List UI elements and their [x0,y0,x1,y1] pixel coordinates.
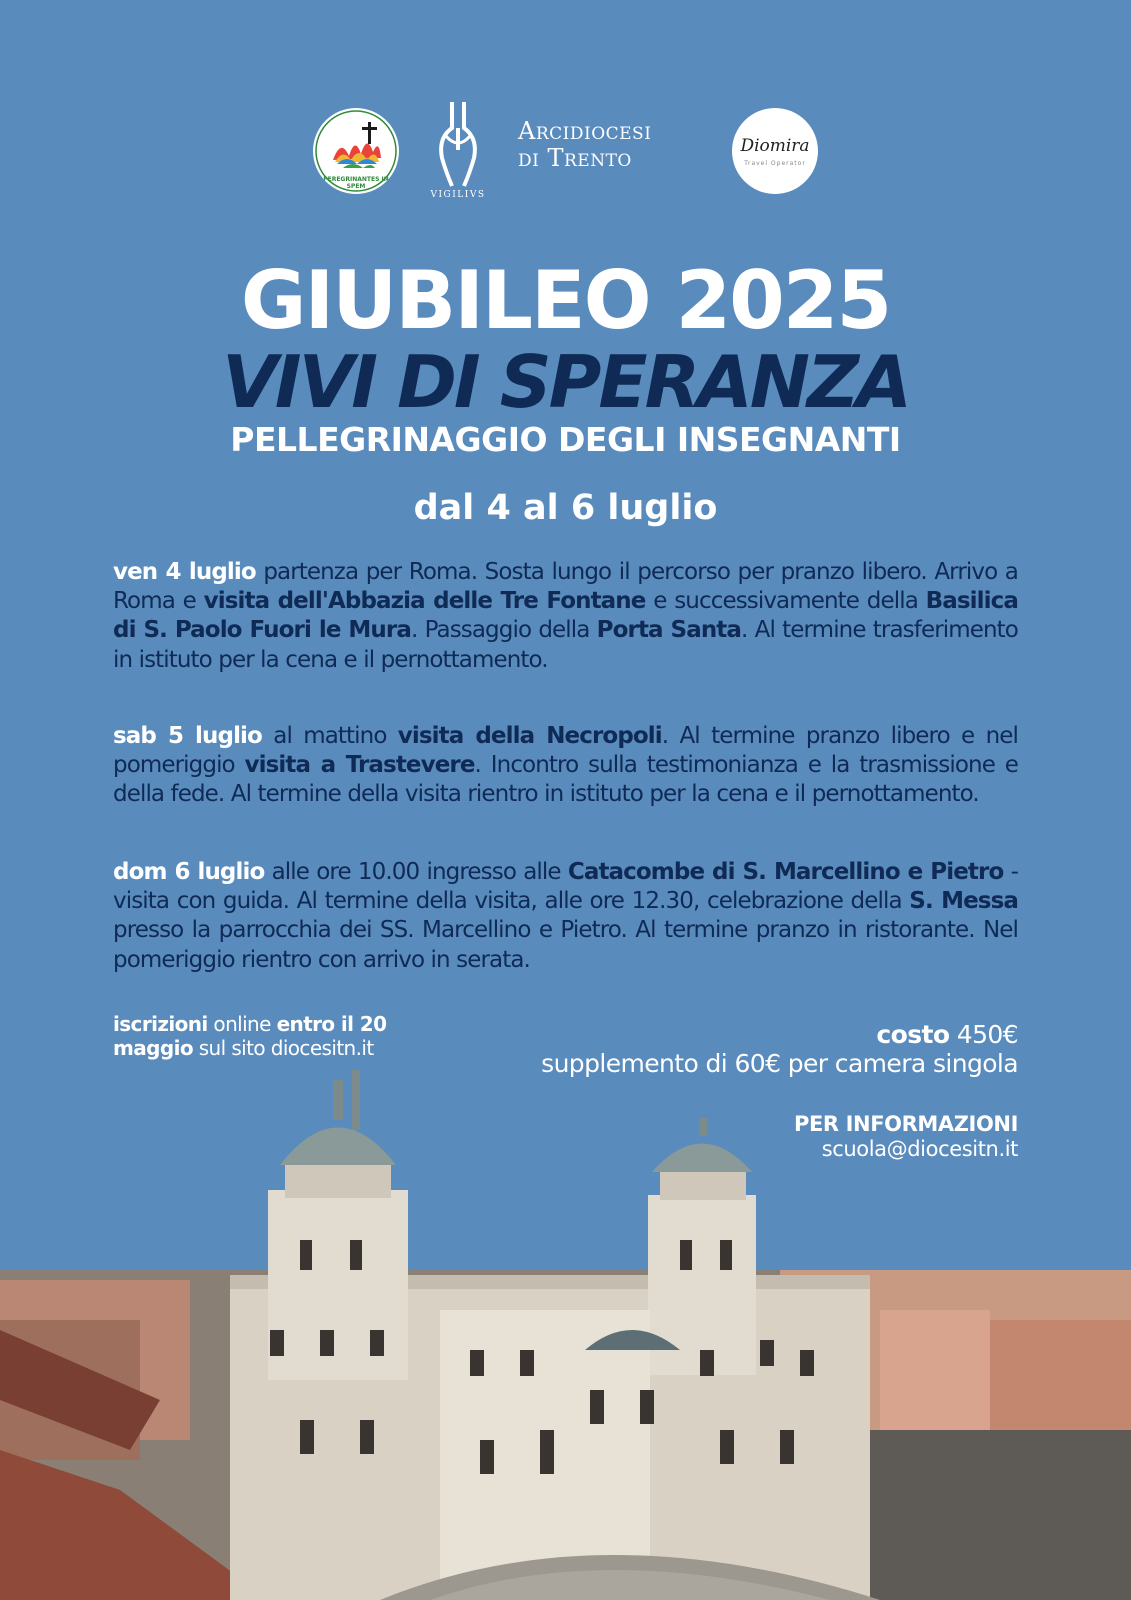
registration-note [113,1012,433,1060]
day-1-label: ven 4 luglio [113,559,256,585]
diomira-name: Diomira [740,136,810,156]
info-heading: PER INFORMAZIONI [793,1112,1018,1136]
vigilius-logo [428,98,488,202]
day-2-text-3: . Incontro sulla testimonianza e la trasmissione e della fede. Al termine della visita rientro in istituto per la cena e il pernottamento. [113,752,1018,808]
day-1-text-1: partenza per Roma. Sosta lungo il percorso per pranzo libero. Arrivo a Roma e [113,559,1018,615]
day-3-label: dom 6 luglio [113,859,265,885]
poster-dates: dal 4 al 6 luglio [413,488,718,528]
program-day-2 [113,722,1018,810]
jubilee-2025-logo [313,108,399,194]
cost-line [541,1020,1018,1049]
cost-supplement: supplemento di 60€ per camera singola [541,1049,1018,1078]
day-3-highlight-1: Catacombe di S. Marcellino e Pietro [567,859,1004,885]
poster-title: GIUBILEO 2025 [240,254,891,347]
day-1-highlight-3: Porta Santa [596,617,742,644]
day-1-text-3: . Passaggio della [410,617,597,644]
program-day-3 [113,858,1018,975]
poster-subtitle: PELLEGRINAGGIO DEGLI INSEGNANTI [230,420,901,459]
cost-price: 450€ [949,1020,1018,1049]
jubilee-logo-text: PEREGRINANTES IN SPEM [323,176,389,190]
vigilius-icon [428,98,488,190]
day-1-highlight-2: Basilica di S. Paolo Fuori le Mura [113,588,1018,644]
archdiocese-line1: Arcidiocesi [518,117,652,145]
day-2-highlight-2: visita a Trastevere [244,752,475,779]
day-3-text-2: - visita con guida. Al termine della visita, alle ore 12.30, celebrazione della [113,859,1018,915]
registration-site: sul sito diocesitn.it [192,1036,374,1060]
day-1-text-4: . Al termine trasferimento in istituto per la cena e il pernottamento. [113,617,1018,673]
diomira-subtitle: Travel Operator [744,160,806,167]
day-3-text-3: presso la parrocchia dei SS. Marcellino e Pietro. Al termine pranzo in ristorante. Nel pomeriggio rientro con arrivo in serata. [113,917,1018,973]
poster-motto: VIVI DI SPERANZA [222,340,909,424]
registration-label: iscrizioni [113,1012,208,1036]
archdiocese-line2: di Trento [518,144,632,172]
registration-deadline: entro il 20 maggio [113,1012,387,1060]
day-2-label: sab 5 luglio [113,723,262,749]
day-2-text-1: al mattino [261,723,398,749]
day-1-text-2: e successivamente della [645,588,926,615]
archdiocese-logo [518,118,651,172]
program-day-1 [113,558,1018,675]
cost-label: costo [876,1020,950,1049]
vigilius-text: VIGILIVS [430,190,486,200]
logo-row [0,98,1131,208]
day-2-text-2: . Al termine pranzo libero e nel pomeriggio [113,723,1018,779]
day-3-text-1: alle ore 10.00 ingresso alle [264,859,568,885]
info-email[interactable]: scuola@diocesitn.it [821,1137,1018,1161]
basilica-photo [0,1070,1131,1600]
day-3-highlight-2: S. Messa [909,888,1018,915]
registration-text-1: online [207,1012,277,1036]
day-2-highlight-1: visita della Necropoli [397,723,662,749]
day-1-highlight-1: visita dell'Abbazia delle Tre Fontane [203,588,646,615]
diomira-logo [732,108,818,194]
